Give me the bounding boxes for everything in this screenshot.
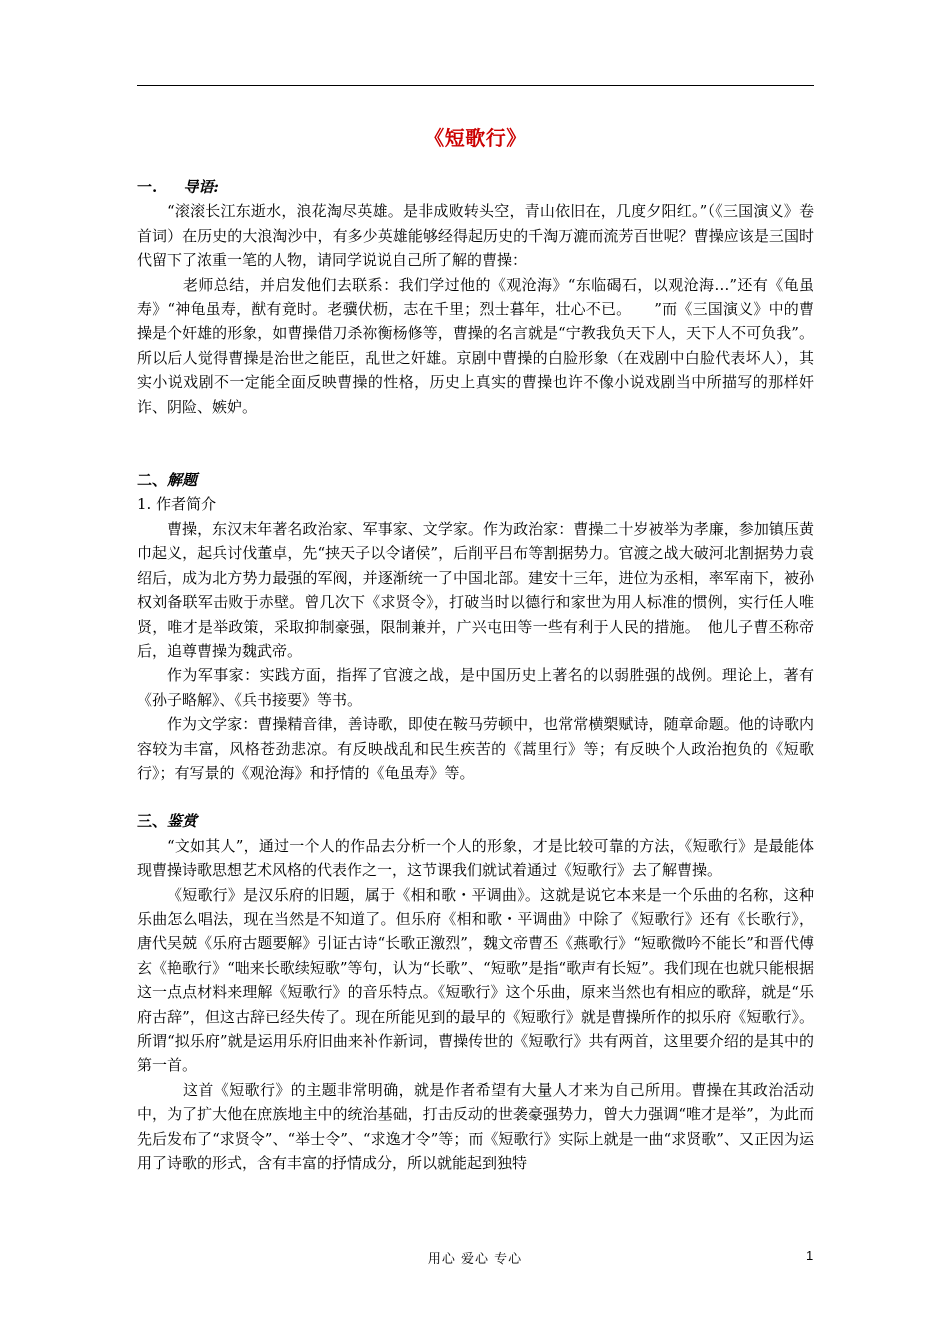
- section-heading-explain: [137, 468, 814, 492]
- appreciate-paragraph-2: 《短歌行》是汉乐府的旧题，属于《相和歌・平调曲》。这就是说它本来是一个乐曲的名称，这种乐曲怎么唱法，现在当然是不知道了。但乐府《相和歌・平调曲》中除了《短歌行》还有《长歌行》，唐代吴兢《乐府古题要解》引证古诗“长歌正激烈”，魏文帝曹丕《燕歌行》“短歌微吟不能长”和晋代傅玄《艳歌行》“咄来长歌续短歌”等句，认为“长歌”、“短歌”是指“歌声有长短”。我们现在也就只能根据这一点点材料来理解《短歌行》的音乐特点。《短歌行》这个乐曲，原来当然也有相应的歌辞，就是“乐府古辞”，但这古辞已经失传了。现在所能见到的最早的《短歌行》就是曹操所作的拟乐府《短歌行》。所谓“拟乐府”就是运用乐府旧曲来补作新词，曹操传世的《短歌行》共有两首，这里要介绍的是其中的第一首。: [137, 885, 814, 1075]
- page-title: 《短歌行》: [424, 126, 527, 150]
- appreciate-paragraph-3: 这首《短歌行》的主题非常明确，就是作者希望有大量人才来为自己所用。曹操在其政治活动中，为了扩大他在庶族地主中的统治基础，打击反动的世袭豪强势力，曾大力强调“唯才是举”，为此而先后发布了“求贤令”、“举士令”、“求逸才令”等；而《短歌行》实际上就是一曲“求贤歌”、又正因为运用了诗歌的形式，含有丰富的抒情成分，所以就能起到独特: [137, 1080, 814, 1173]
- section-heading-appreciate: [137, 809, 814, 833]
- header-rule: [137, 85, 814, 86]
- section-number: 一.: [137, 178, 158, 196]
- section-heading-intro: [137, 175, 814, 199]
- page-number: 1: [806, 1248, 814, 1263]
- section-number: 三、: [137, 812, 168, 831]
- document-body: [137, 175, 814, 1175]
- section-number: 二、: [137, 471, 168, 490]
- author-intro-subheading: 1. 作者简介: [137, 495, 217, 514]
- section-label: 鉴赏: [167, 812, 198, 831]
- page-footer: 用心 爱心 专心: [427, 1252, 523, 1267]
- appreciate-paragraph-1: “文如其人”，通过一个人的作品去分析一个人的形象，才是比较可靠的方法，《短歌行》是最能体现曹操诗歌思想艺术风格的代表作之一，这节课我们就试着通过《短歌行》去了解曹操。: [137, 836, 814, 880]
- explain-paragraph-3: 作为文学家：曹操精音律，善诗歌，即使在鞍马劳顿中，也常常横槊赋诗，随章命题。他的诗歌内容较为丰富，风格苍劲悲凉。有反映战乱和民生疾苦的《蒿里行》等；有反映个人政治抱负的《短歌行》；有写景的《观沧海》和抒情的《龟虽寿》等。: [137, 715, 814, 782]
- section-label: 导语:: [183, 178, 219, 196]
- intro-paragraph-2: 老师总结，并启发他们去联系：我们学过他的《观沧海》“东临碣石，以观沧海…”还有《龟虽寿》“神龟虽寿，猷有竟时。老骥伏枥，志在千里；烈士暮年，壮心不已。 ”而《三国演义》中的曹操是个奸雄的形象，如曹操借刀杀祢衡杨修等，曹操的名言就是“宁教我负天下人，天下人不可负我”。所以后人觉得曹操是治世之能臣，乱世之奸雄。京剧中曹操的白脸形象（在戏剧中白脸代表坏人），其实小说戏剧不一定能全面反映曹操的性格，历史上真实的曹操也许不像小说戏剧当中所描写的那样奸诈、阴险、嫉妒。: [137, 275, 814, 416]
- section-label: 解题: [167, 471, 198, 490]
- intro-paragraph-1: “滚滚长江东逝水，浪花淘尽英雄。是非成败转头空，青山依旧在，几度夕阳红。”（《三国演义》卷首词）在历史的大浪淘沙中，有多少英雄能够经得起历史的千淘万漉而流芳百世呢？曹操应该是三国时代留下了浓重一笔的人物，请同学说说自己所了解的曹操：: [137, 202, 814, 270]
- explain-paragraph-2: 作为军事家：实践方面，指挥了官渡之战，是中国历史上著名的以弱胜强的战例。理论上，著有《孙子略解》、《兵书接要》等书。: [137, 666, 814, 709]
- explain-paragraph-1: 曹操，东汉末年著名政治家、军事家、文学家。作为政治家：曹操二十岁被举为孝廉，参加镇压黄巾起义，起兵讨伐董卓，先“挟天子以令诸侯”，后削平吕布等割据势力。官渡之战大破河北割据势力袁绍后，成为北方势力最强的军阀，并逐渐统一了中国北部。建安十三年，进位为丞相，率军南下，被孙权刘备联军击败于赤壁。曾几次下《求贤令》，打破当时以德行和家世为用人标准的惯例，实行任人唯贤，唯才是举政策，采取抑制豪强，限制兼并，广兴屯田等一些有利于人民的措施。 他儿子曹丕称帝后，追尊曹操为魏武帝。: [137, 519, 814, 660]
